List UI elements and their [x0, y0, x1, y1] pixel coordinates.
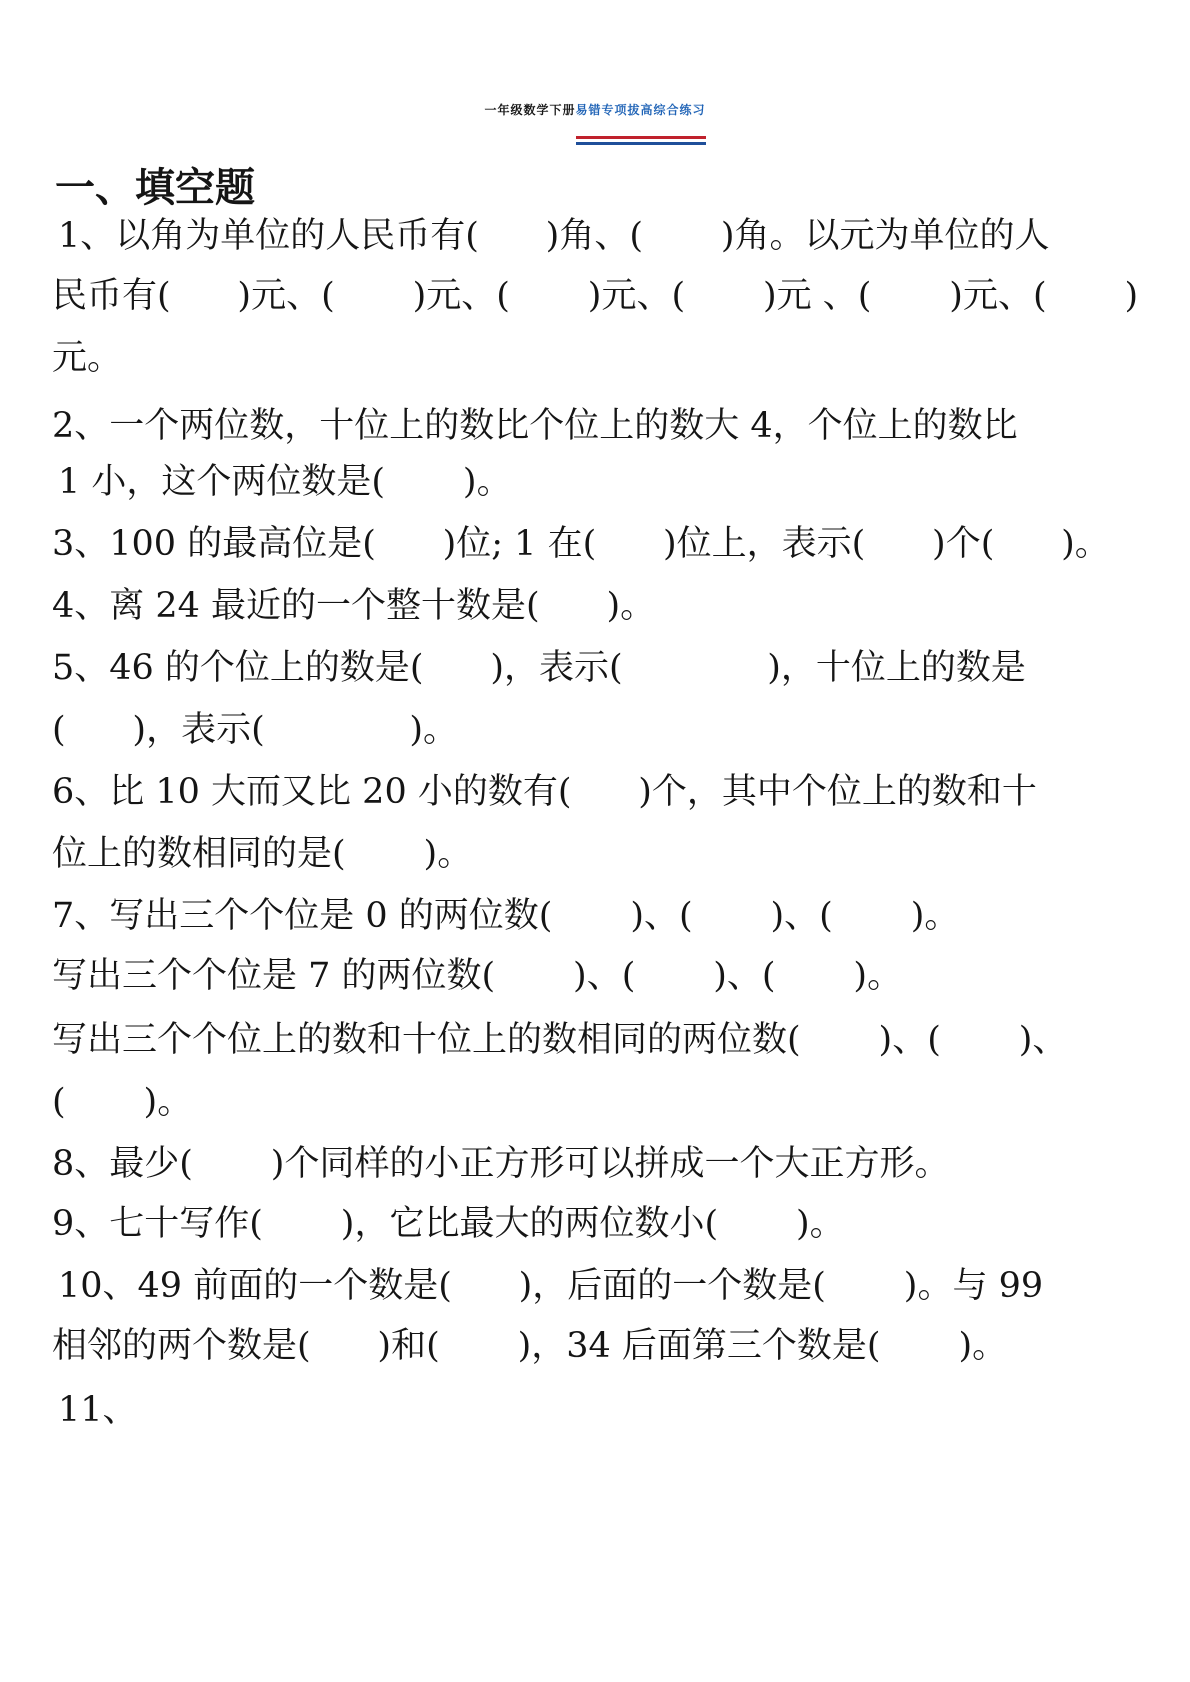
question-1-line-2: 民币有( )元、( )元、( )元、( )元 、( )元、( ) [52, 276, 1139, 316]
question-3: 3、100 的最高位是( )位; 1 在( )位上，表示( )个( )。 [52, 524, 1110, 564]
title-highlight-text: 易错专项拔高综合练习 [575, 103, 706, 117]
question-10-line-2: 相邻的两个数是( )和( )，34 后面第三个数是( )。 [52, 1326, 1008, 1366]
question-7-line-4: ( )。 [52, 1082, 193, 1122]
question-7-line-3: 写出三个个位上的数和十位上的数相同的两位数( )、( )、 [52, 1020, 1068, 1060]
question-1-line-3: 元。 [52, 338, 123, 378]
title-highlight-part [576, 60, 706, 160]
question-10-line-1: 10、49 前面的一个数是( )，后面的一个数是( )。与 99 [58, 1266, 1044, 1306]
question-2-line-2: 1 小，这个两位数是( )。 [58, 462, 512, 502]
question-1-line-1: 1、以角为单位的人民币有( )角、( )角。以元为单位的人 [58, 216, 1050, 256]
question-6-line-2: 位上的数相同的是( )。 [52, 834, 473, 874]
title-grade-part: 一年级数学下册 [484, 103, 576, 117]
question-5-line-2: ( )，表示( )。 [52, 710, 459, 750]
title-double-underline [576, 136, 706, 146]
question-11: 11、 [58, 1390, 138, 1430]
question-2-line-1: 2、一个两位数，十位上的数比个位上的数大 4，个位上的数比 [52, 406, 1018, 446]
worksheet-title [0, 60, 1190, 160]
question-7-line-1: 7、写出三个个位是 0 的两位数( )、( )、( )。 [52, 896, 960, 936]
question-8: 8、最少( )个同样的小正方形可以拼成一个大正方形。 [52, 1144, 950, 1184]
question-7-line-2: 写出三个个位是 7 的两位数( )、( )、( )。 [52, 956, 903, 996]
question-9: 9、七十写作( )，它比最大的两位数小( )。 [52, 1204, 845, 1244]
question-6-line-1: 6、比 10 大而又比 20 小的数有( )个，其中个位上的数和十 [52, 772, 1037, 812]
section-heading-fill-blank: 一、填空题 [55, 164, 255, 211]
question-5-line-1: 5、46 的个位上的数是( )，表示( )，十位上的数是 [52, 648, 1026, 688]
question-4: 4、离 24 最近的一个整十数是( )。 [52, 586, 656, 626]
